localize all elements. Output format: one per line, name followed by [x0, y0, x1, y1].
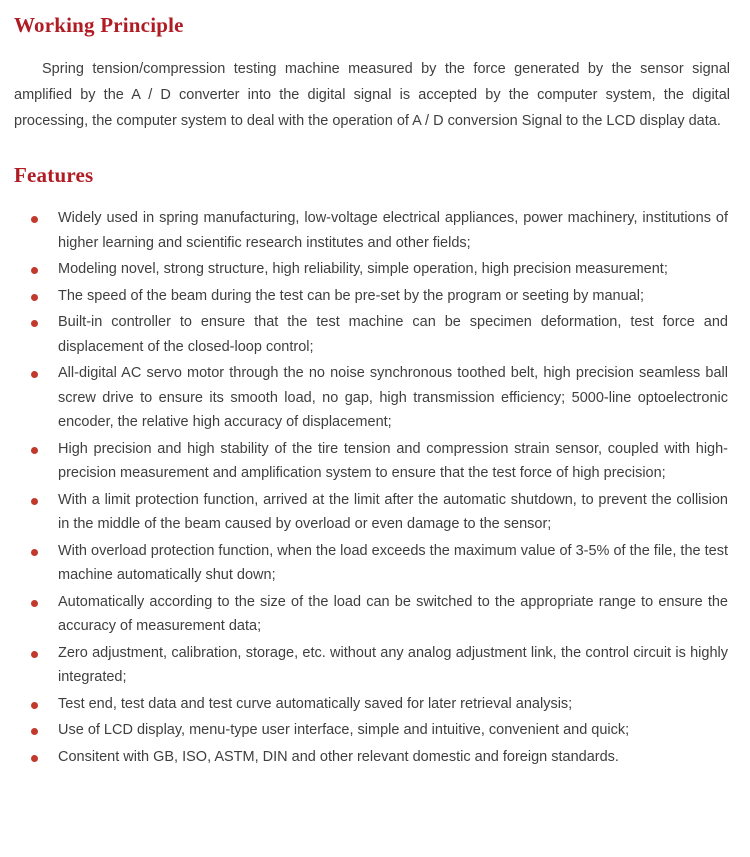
list-item-text: Widely used in spring manufacturing, low-voltage electrical appliances, power machinery, institutions of higher learning and scientific research institutes and other fields;	[58, 210, 728, 251]
bullet-icon	[31, 447, 38, 454]
bullet-icon	[31, 498, 38, 505]
bullet-icon	[31, 320, 38, 327]
list-item-text: Consitent with GB, ISO, ASTM, DIN and other relevant domestic and foreign standards.	[58, 748, 619, 765]
list-item-text: High precision and high stability of the tire tension and compression strain sensor, coupled with high-precision measurement and amplification system to ensure that the test force of high precision;	[58, 440, 728, 481]
features-heading: Features	[14, 163, 94, 187]
list-item	[14, 488, 736, 537]
bullet-icon	[31, 267, 38, 274]
list-item	[14, 437, 736, 486]
list-item	[14, 718, 736, 743]
list-item-text: Use of LCD display, menu-type user interface, simple and intuitive, convenient and quick;	[58, 722, 630, 738]
list-item	[14, 692, 736, 717]
list-item-text: Modeling novel, strong structure, high reliability, simple operation, high precision measurement;	[58, 261, 668, 277]
bullet-icon	[31, 294, 38, 301]
bullet-icon	[31, 371, 38, 378]
bullet-icon	[31, 549, 38, 556]
list-item	[14, 745, 736, 770]
list-item-text: With overload protection function, when the load exceeds the maximum value of 3-5% of the file, the test machine automatically shut down;	[58, 542, 728, 583]
working-principle-paragraph: Spring tension/compression testing machine measured by the force generated by the sensor signal amplified by the A / D converter into the digital signal is accepted by the computer system, the digital processing, the computer system to deal with the operation of A / D conversion Signal to the LCD display data.	[14, 61, 730, 129]
list-item	[14, 590, 736, 639]
list-item-text: Zero adjustment, calibration, storage, etc. without any analog adjustment link, the control circuit is highly integrated;	[58, 644, 728, 685]
list-item-text: With a limit protection function, arrived at the limit after the automatic shutdown, to prevent the collision in the middle of the beam caused by overload or even damage to the sensor;	[58, 491, 728, 532]
features-section	[14, 162, 736, 188]
bullet-icon	[31, 651, 38, 658]
list-item	[14, 284, 736, 309]
list-item	[14, 257, 736, 282]
list-item-text: The speed of the beam during the test can be pre-set by the program or seeting by manual;	[58, 287, 644, 304]
list-item	[14, 310, 736, 359]
bullet-icon	[31, 728, 38, 735]
list-item-text: Test end, test data and test curve automatically saved for later retrieval analysis;	[58, 695, 573, 712]
bullet-icon	[31, 600, 38, 607]
list-item	[14, 641, 736, 690]
list-item	[14, 539, 736, 588]
list-item-text: All-digital AC servo motor through the no noise synchronous toothed belt, high precision seamless ball screw drive to ensure its smooth load, no gap, high transmission efficiency; 5000-line optoelectronic encoder, the relative high accuracy of displacement;	[58, 365, 728, 430]
features-list	[14, 206, 736, 769]
list-item	[14, 361, 736, 435]
list-item-text: Automatically according to the size of the load can be switched to the appropriate range to ensure the accuracy of measurement data;	[58, 593, 728, 634]
list-item-text: Built-in controller to ensure that the test machine can be specimen deformation, test force and displacement of the closed-loop control;	[58, 314, 728, 355]
working-principle-heading: Working Principle	[14, 13, 184, 37]
bullet-icon	[31, 702, 38, 709]
list-item	[14, 206, 736, 255]
bullet-icon	[31, 755, 38, 762]
bullet-icon	[31, 216, 38, 223]
